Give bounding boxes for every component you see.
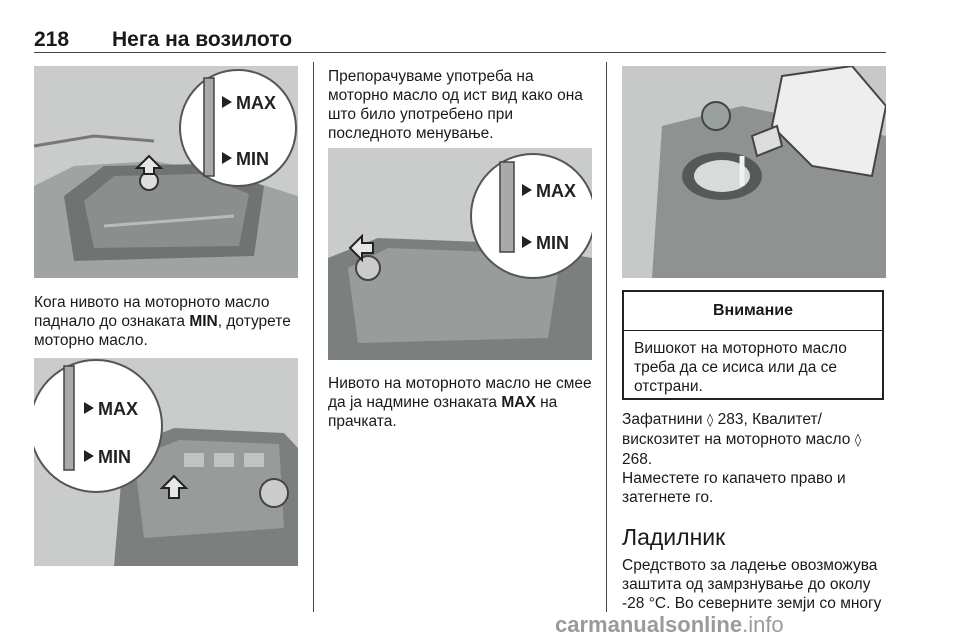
cross-reference-icon: ◊ [854, 433, 862, 448]
page-title: Нега на возилото [112, 28, 293, 51]
column-divider-1 [313, 62, 314, 612]
dipstick-min-label: MIN [98, 447, 131, 467]
section-heading-coolant: Ладилник [622, 524, 726, 550]
dipstick-max-label: MAX [98, 399, 138, 419]
watermark: carmanualsonline.info [555, 612, 784, 637]
warning-box [622, 290, 884, 400]
warning-title: Внимание [624, 292, 882, 331]
warning-text: Вишокот на моторното масло треба да се исиса или да се отстрани. [634, 340, 847, 395]
page-header [34, 28, 886, 54]
page-number: 218 [34, 28, 70, 51]
figure-dipstick-engine-2 [34, 358, 298, 566]
coolant-paragraph: Средството за ладење овозможува заштита од замрзнување до околу -28 °C. Во северните земји со многу [622, 557, 882, 612]
min-level-paragraph: Кога нивото на моторното масло паднало до ознаката MIN, дотурете моторно масло. [34, 294, 291, 349]
dipstick-min-label: MIN [236, 149, 269, 169]
cap-instruction-paragraph: Наместете го капачето право и затегнете го. [622, 470, 846, 506]
dipstick-max-label: MAX [536, 181, 576, 201]
figure-pouring-oil [622, 66, 886, 278]
oil-type-recommendation: Препорачуваме употреба на моторно масло од ист вид како она што било употребено при последното менување. [328, 68, 583, 142]
column-divider-2 [606, 62, 607, 612]
header-divider [34, 52, 886, 53]
max-level-paragraph: Нивото на моторното масло не смее да ја надмине ознаката MAX на прачката. [328, 375, 592, 430]
figure-dipstick-engine-1 [34, 66, 298, 278]
figure-dipstick-engine-3 [328, 148, 592, 360]
dipstick-max-label: MAX [236, 93, 276, 113]
dipstick-min-label: MIN [536, 233, 569, 253]
cross-reference-icon: ◊ [706, 413, 714, 428]
reference-paragraph: Зафатнини ◊ 283, Квалитет/ вискозитет на моторното масло ◊ 268. [622, 411, 862, 468]
